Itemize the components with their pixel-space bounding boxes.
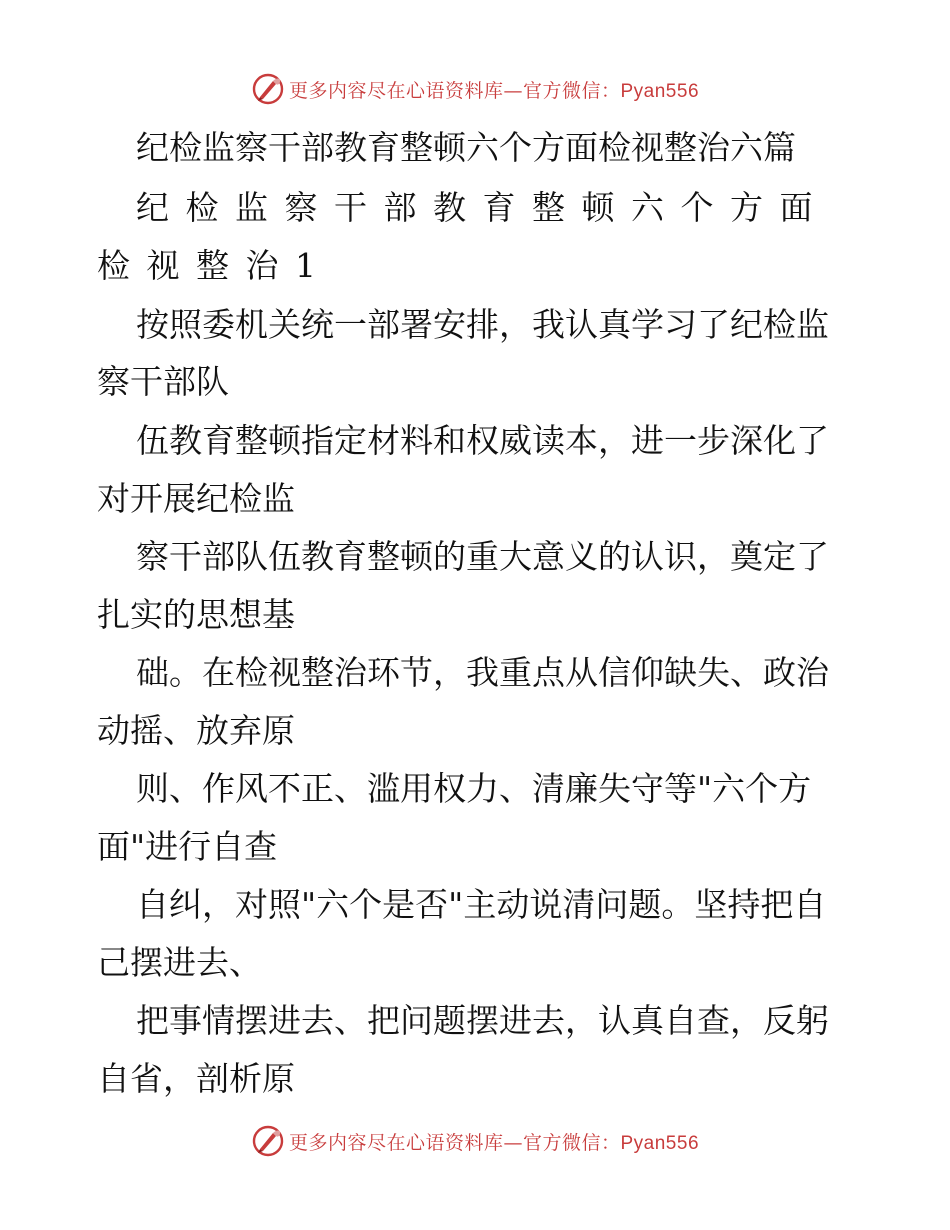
watermark-wechat-id: Pyan556	[620, 1132, 700, 1154]
quill-logo-icon	[251, 1124, 285, 1158]
quill-logo-icon	[251, 72, 285, 106]
watermark-wechat-id: Pyan556	[620, 80, 700, 102]
watermark-wechat-label: 官方微信：	[522, 1131, 621, 1154]
paragraph-line: 按照委机关统一部署安排，我认真学习了纪检监	[136, 305, 829, 344]
paragraph-line: 自纠，对照"六个是否"主动说清问题。坚持把自	[136, 885, 827, 924]
paragraph-line: 动摇、放弃原	[97, 711, 295, 750]
paragraph-line: 伍教育整顿指定材料和权威读本，进一步深化了	[136, 421, 829, 460]
document-title: 纪检监察干部教育整顿六个方面检视整治六篇	[136, 128, 796, 167]
watermark-footer	[0, 1124, 950, 1158]
watermark-site: 更多内容尽在心语资料库	[288, 1131, 504, 1154]
paragraph-line: 础。在检视整治环节，我重点从信仰缺失、政治	[136, 653, 829, 692]
paragraph-line: 察干部队	[97, 362, 229, 401]
heading-line-1: 纪检监察干部教育整顿六个方面	[136, 188, 829, 227]
paragraph-line: 把事情摆进去、把问题摆进去，认真自查，反躬	[136, 1001, 829, 1040]
paragraph-line: 则、作风不正、滥用权力、清廉失守等"六个方	[136, 769, 812, 808]
watermark-text	[289, 76, 699, 103]
heading-line-2: 检视整治1	[97, 246, 333, 285]
paragraph-line: 面"进行自查	[97, 827, 278, 866]
paragraph-line: 己摆进去、	[97, 943, 262, 982]
paragraph-line: 扎实的思想基	[97, 595, 295, 634]
paragraph-line: 自省，剖析原	[97, 1059, 295, 1098]
watermark-dash: —	[503, 79, 523, 102]
watermark-wechat-label: 官方微信：	[522, 79, 621, 102]
paragraph-line: 对开展纪检监	[97, 479, 295, 518]
watermark-site: 更多内容尽在心语资料库	[288, 79, 504, 102]
watermark-dash: —	[503, 1131, 523, 1154]
paragraph-line: 察干部队伍教育整顿的重大意义的认识，奠定了	[136, 537, 829, 576]
watermark-header	[0, 72, 950, 106]
watermark-text	[289, 1128, 699, 1155]
